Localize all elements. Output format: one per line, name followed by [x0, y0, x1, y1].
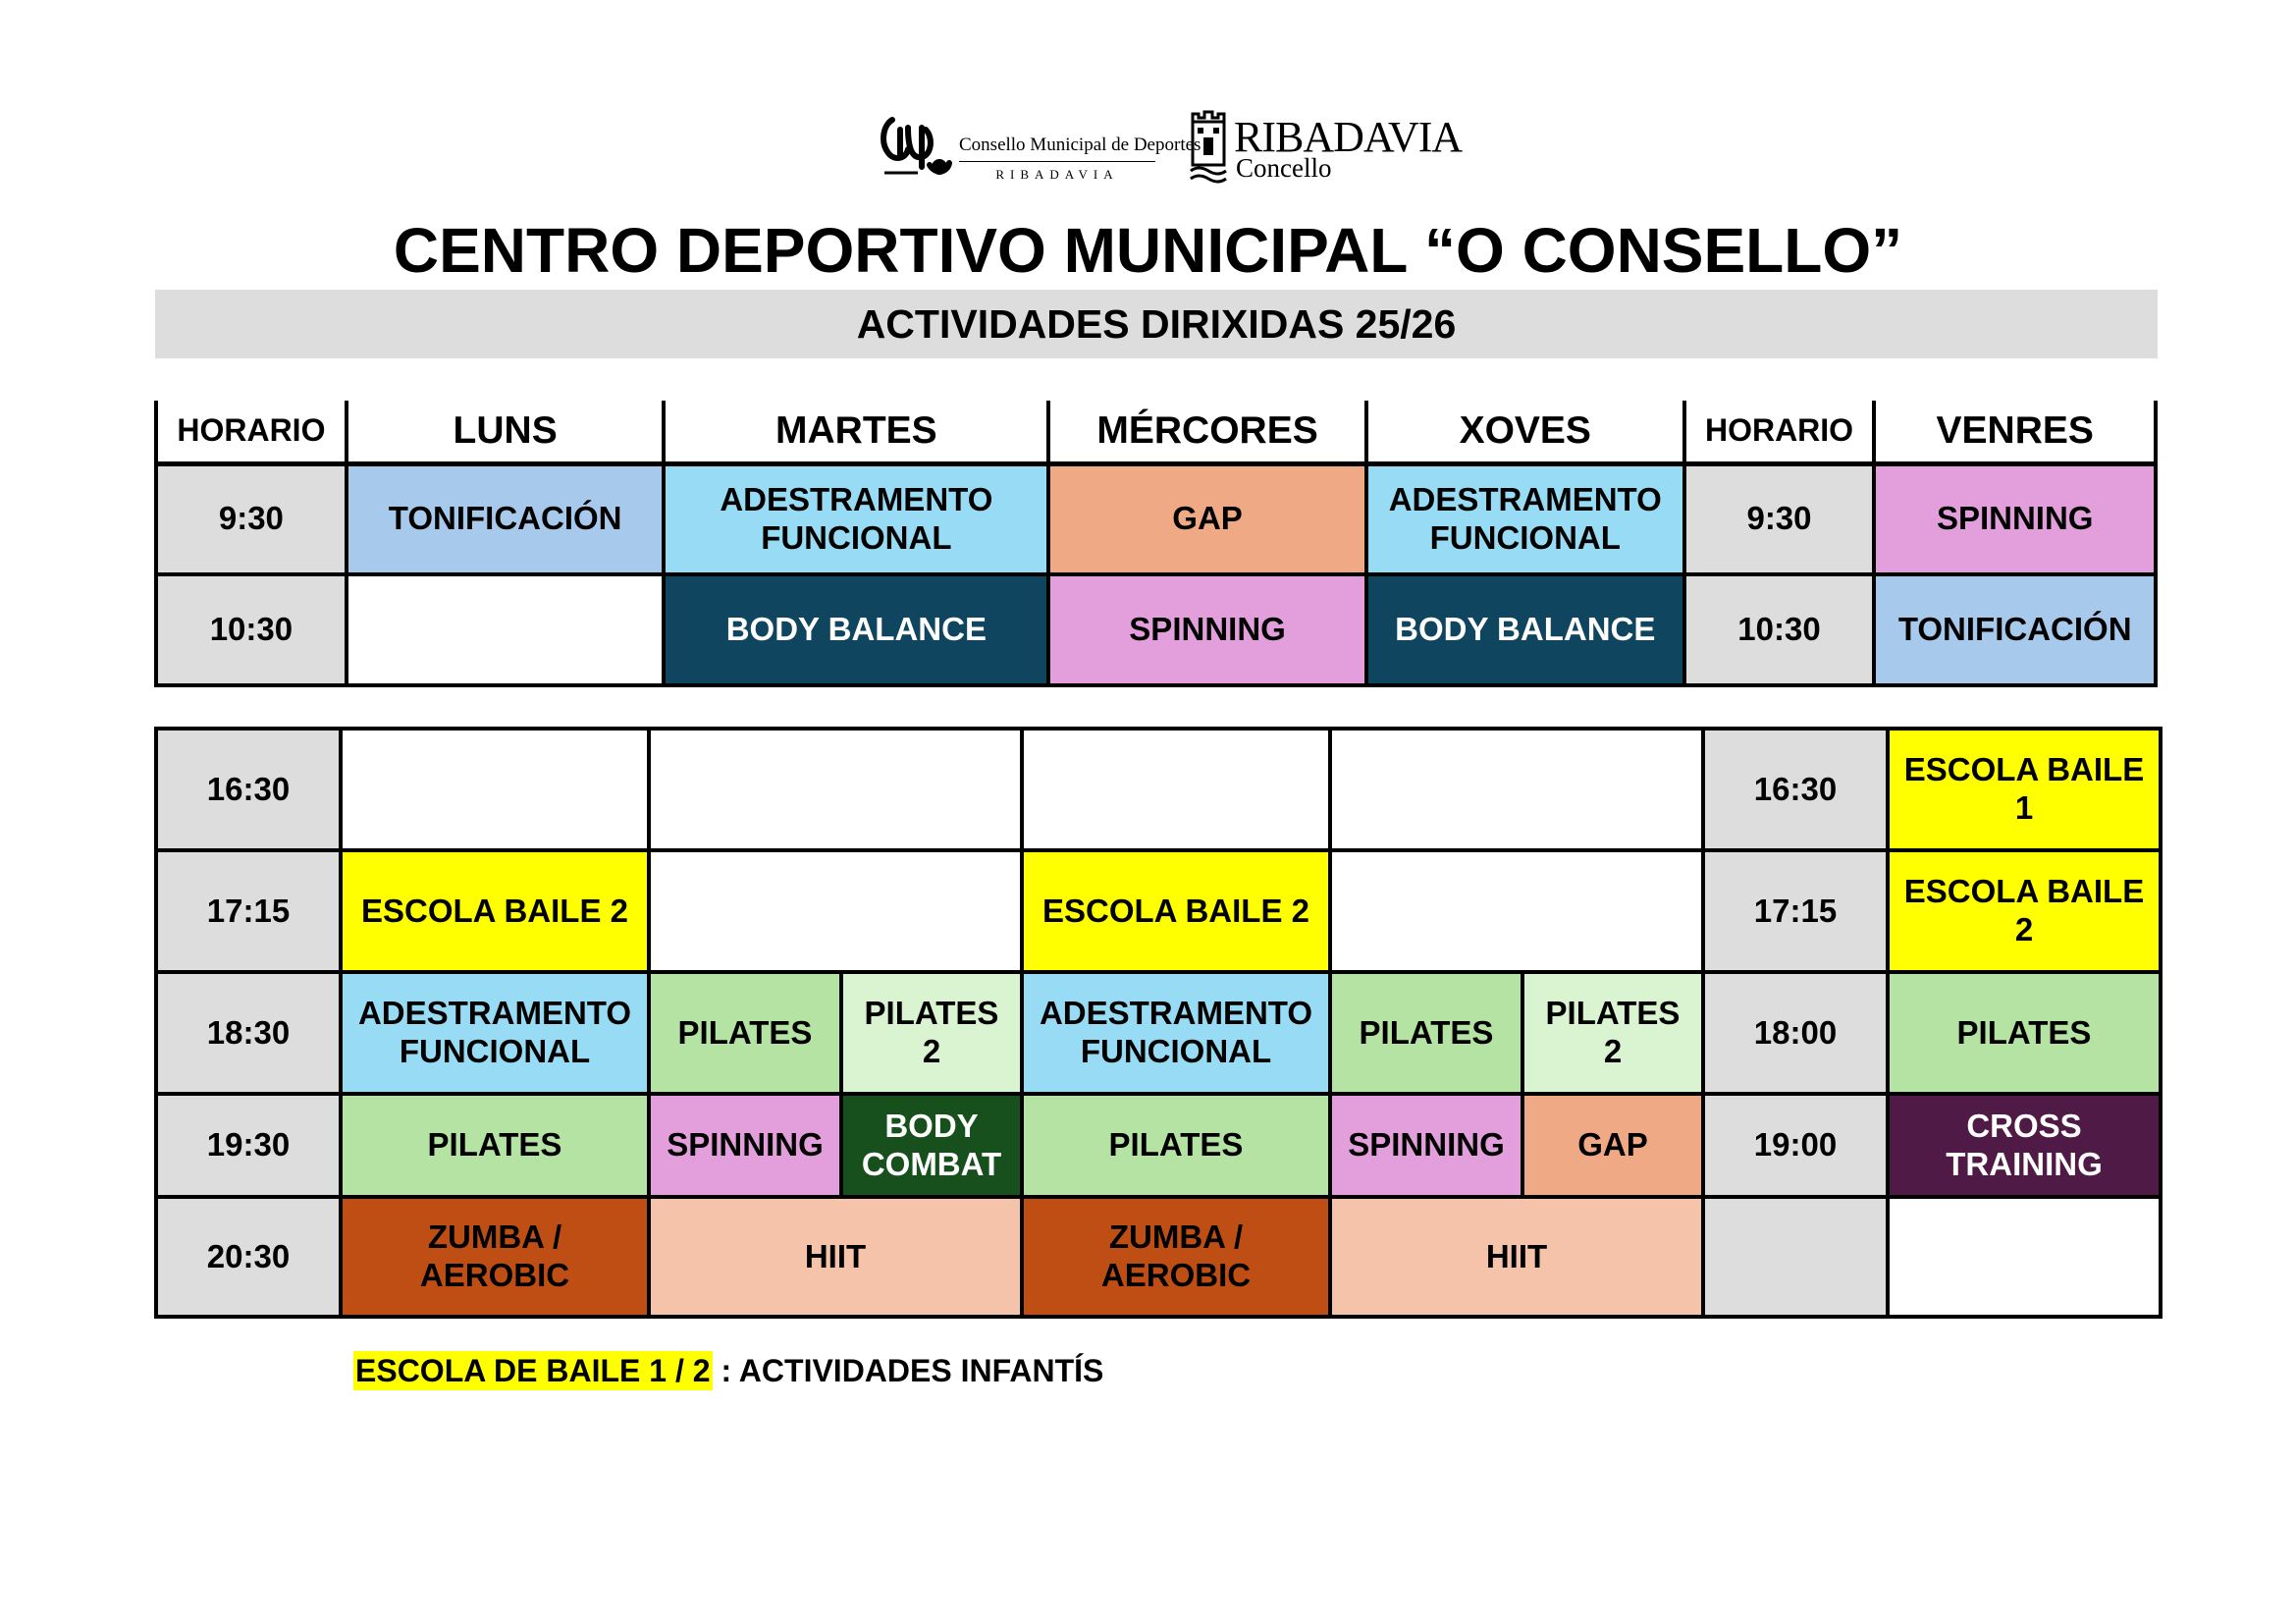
class-label-line2: 2: [1603, 1033, 1623, 1069]
class-label-line1: ZUMBA /: [427, 1218, 562, 1256]
footnote-text: : ACTIVIDADES INFANTÍS: [712, 1353, 1104, 1388]
footnote: [353, 1353, 1103, 1389]
class-cell: HIIT: [649, 1197, 1022, 1317]
class-label-line2: 1: [2014, 789, 2034, 826]
class-cell: [1888, 1094, 2161, 1197]
empty-cell: [341, 729, 649, 850]
header-luns: LUNS: [347, 401, 665, 463]
time-cell: 9:30: [156, 463, 347, 574]
morning-schedule-table: [154, 401, 2158, 687]
class-cell: PILATES: [1330, 972, 1522, 1094]
empty-cell: [1022, 729, 1330, 850]
ribadavia-logo-name: RIBADAVIA: [1234, 113, 1463, 161]
class-cell: ADESTRAMENTO FUNCIONAL: [1366, 463, 1684, 574]
schedule-row: [156, 850, 2161, 972]
class-cell: TONIFICACIÓN: [1874, 574, 2156, 685]
class-cell: [841, 1094, 1022, 1197]
class-label-line1: BODY: [884, 1107, 979, 1144]
class-cell: [841, 972, 1022, 1094]
time-cell: 18:00: [1703, 972, 1888, 1094]
class-label-line1: CROSS: [1966, 1107, 2082, 1144]
consello-deportes-logo: [879, 108, 1201, 192]
time-cell: 19:30: [156, 1094, 341, 1197]
class-label-line1: PILATES: [864, 995, 999, 1032]
class-label-line1: ESCOLA BAILE: [1903, 873, 2145, 910]
time-cell: 9:30: [1684, 463, 1875, 574]
afternoon-schedule-table: [154, 727, 2163, 1319]
class-cell: SPINNING: [1048, 574, 1366, 685]
page-title: CENTRO DEPORTIVO MUNICIPAL “O CONSELLO”: [393, 215, 1903, 286]
class-label-line2: AEROBIC: [419, 1257, 570, 1293]
schedule-row: [156, 972, 2161, 1094]
header-horario-venres: HORARIO: [1684, 401, 1875, 463]
header-martes: MARTES: [664, 401, 1048, 463]
class-cell: SPINNING: [649, 1094, 841, 1197]
class-label-line1: ESCOLA BAILE: [1903, 751, 2145, 788]
class-cell: BODY BALANCE: [1366, 574, 1684, 685]
class-label-line1: ZUMBA /: [1108, 1218, 1244, 1256]
cmd-logo-line1: Consello Municipal de Deportes: [959, 135, 1201, 155]
time-cell: 20:30: [156, 1197, 341, 1317]
class-label-line2: 2: [2014, 911, 2034, 947]
time-cell: 17:15: [1703, 850, 1888, 972]
empty-cell: [347, 574, 665, 685]
empty-cell: [649, 729, 1022, 850]
footnote-highlight: ESCOLA DE BAILE 1 / 2: [355, 1353, 711, 1388]
ribadavia-logo: [1189, 108, 1463, 192]
class-cell: [1522, 972, 1703, 1094]
class-cell: TONIFICACIÓN: [347, 463, 665, 574]
class-cell: ADESTRAMENTO FUNCIONAL: [341, 972, 649, 1094]
class-cell: BODY BALANCE: [664, 574, 1048, 685]
header-venres: VENRES: [1874, 401, 2156, 463]
class-cell: [1022, 1197, 1330, 1317]
class-cell: PILATES: [1022, 1094, 1330, 1197]
schedule-row: [156, 729, 2161, 850]
class-cell: SPINNING: [1330, 1094, 1522, 1197]
empty-cell: [1330, 850, 1703, 972]
class-cell: ESCOLA BAILE 2: [1022, 850, 1330, 972]
cmd-emblem-icon: [879, 108, 955, 187]
class-cell: ADESTRAMENTO FUNCIONAL: [664, 463, 1048, 574]
class-cell: ESCOLA BAILE 2: [341, 850, 649, 972]
class-cell: GAP: [1048, 463, 1366, 574]
class-cell: [1888, 729, 2161, 850]
logos: [879, 108, 1463, 192]
time-cell: 17:15: [156, 850, 341, 972]
class-label-line2: AEROBIC: [1100, 1257, 1252, 1293]
schedule-row: [156, 1197, 2161, 1317]
empty-cell: [1888, 1197, 2161, 1317]
class-label-line1: PILATES: [1545, 995, 1681, 1032]
schedule-row: [156, 463, 2156, 574]
header-horario: HORARIO: [156, 401, 347, 463]
time-cell: 18:30: [156, 972, 341, 1094]
class-cell: [1888, 850, 2161, 972]
empty-cell: [649, 850, 1022, 972]
schedule-row: [156, 574, 2156, 685]
header-row: [156, 401, 2156, 463]
schedule-row: [156, 1094, 2161, 1197]
class-cell: GAP: [1522, 1094, 1703, 1197]
class-cell: PILATES: [1888, 972, 2161, 1094]
page-subtitle: ACTIVIDADES DIRIXIDAS 25/26: [155, 290, 2158, 358]
time-cell: 19:00: [1703, 1094, 1888, 1197]
class-label-line2: TRAINING: [1946, 1145, 2103, 1182]
class-label-line2: COMBAT: [861, 1145, 1002, 1182]
cmd-logo-divider: [959, 161, 1155, 162]
time-cell: [1703, 1197, 1888, 1317]
class-cell: ADESTRAMENTO FUNCIONAL: [1022, 972, 1330, 1094]
empty-cell: [1330, 729, 1703, 850]
cmd-logo-line2: RIBADAVIA: [995, 167, 1119, 182]
class-cell: PILATES: [341, 1094, 649, 1197]
time-cell: 16:30: [1703, 729, 1888, 850]
class-cell: [341, 1197, 649, 1317]
class-cell: SPINNING: [1874, 463, 2156, 574]
time-cell: 10:30: [1684, 574, 1875, 685]
header-mercores: MÉRCORES: [1048, 401, 1366, 463]
ribadavia-crest-icon: [1189, 108, 1228, 187]
class-label-line2: 2: [922, 1033, 941, 1069]
ribadavia-logo-sub: Concello: [1236, 153, 1332, 183]
time-cell: 16:30: [156, 729, 341, 850]
class-cell: HIIT: [1330, 1197, 1703, 1317]
header-xoves: XOVES: [1366, 401, 1684, 463]
class-cell: PILATES: [649, 972, 841, 1094]
time-cell: 10:30: [156, 574, 347, 685]
